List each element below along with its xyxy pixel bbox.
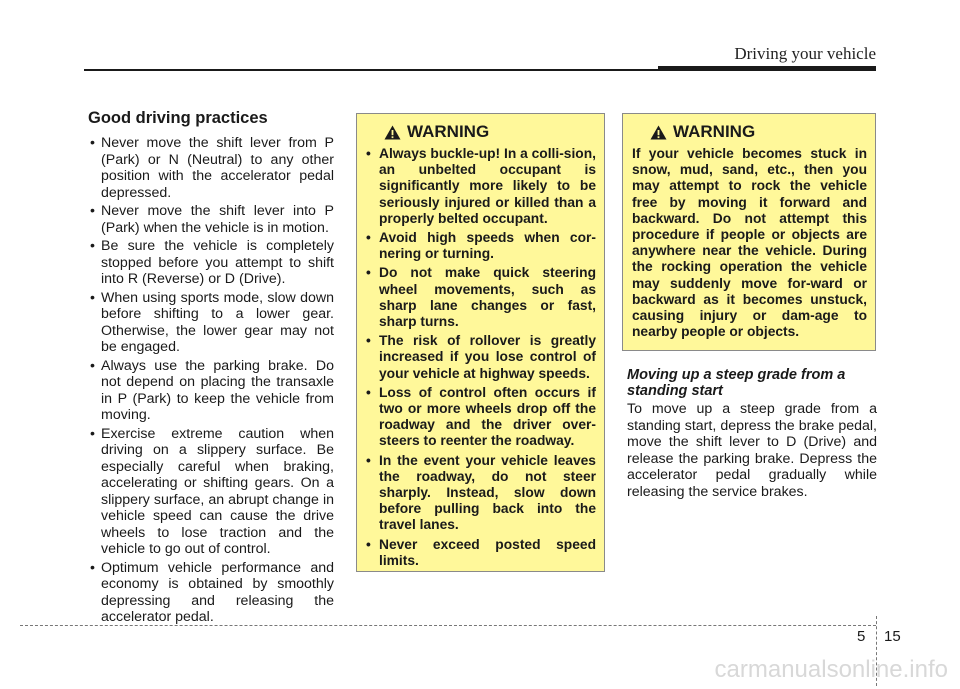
- practice-item: • Never move the shift lever into P (Park) when the vehicle is in motion.: [88, 203, 334, 236]
- footer-rule: [20, 625, 876, 626]
- section-number: 5: [857, 628, 866, 645]
- practice-item: • When using sports mode, slow down before shifting to a lower gear. Otherwise, the lower gear may not be engaged.: [88, 290, 334, 356]
- practice-item: • Always use the parking brake. Do not depend on placing the transaxle in P (Park) to keep the vehicle from moving.: [88, 358, 334, 424]
- practice-item: • Never move the shift lever from P (Park) or N (Neutral) to any other position with the accelerator pedal depressed.: [88, 135, 334, 201]
- warning-title: WARNING: [407, 122, 490, 141]
- practice-item: • Exercise extreme caution when driving on a slippery surface. Be especially careful when braking, accelerating or shifting gears. On a slippery surface, an abrupt change in vehicle speed can cause the drive wheels to lose traction and the vehicle to go out of control.: [88, 426, 334, 558]
- good-practices-section: [88, 109, 334, 628]
- warning-triangle-icon: [384, 125, 401, 140]
- steep-grade-heading: Moving up a steep grade from a standing start: [627, 367, 846, 399]
- header-rule-accent: [658, 66, 876, 71]
- warning-item: • Never exceed posted speed limits.: [366, 537, 596, 569]
- warning-text: If your vehicle becomes stuck in snow, mud, sand, etc., then you may attempt to rock the vehicle free by moving it forward and backward. Do not attempt this procedure if people or objects are anywhere near the vehicle. During the rocking operation the vehicle may suddenly move for-ward or backward as it becomes unstuck, causing injury or dam-age to nearby people or objects.: [632, 146, 867, 340]
- warning-item: • Loss of control often occurs if two or more wheels drop off the roadway and the driver over-steers to reenter the roadway.: [366, 385, 596, 450]
- warning-item: • Do not make quick steering wheel movements, such as sharp lane changes or fast, sharp turns.: [366, 265, 596, 330]
- warning-list: [366, 146, 596, 569]
- warning-header: [366, 122, 596, 142]
- section-heading: Good driving practices: [88, 109, 268, 127]
- page-header-title: Driving your vehicle: [734, 44, 876, 63]
- warning-title: WARNING: [673, 122, 756, 141]
- warning-header: [632, 122, 867, 142]
- warning-item: • Avoid high speeds when cor-nering or turning.: [366, 230, 596, 262]
- warning-item: • The risk of rollover is greatly increased if you lose control of your vehicle at highway speeds.: [366, 333, 596, 382]
- warning-item: • In the event your vehicle leaves the roadway, do not steer sharply. Instead, slow down before pulling back into the travel lanes.: [366, 453, 596, 534]
- warning-box-stuck: [622, 113, 876, 351]
- practice-item: • Be sure the vehicle is completely stopped before you attempt to shift into R (Reverse) or D (Drive).: [88, 238, 334, 288]
- practice-list: [88, 135, 334, 626]
- warning-triangle-icon: [650, 125, 667, 140]
- warning-box-driving: [356, 113, 605, 572]
- warning-item: • Always buckle-up! In a colli-sion, an unbelted occupant is significantly more likely to be seriously injured or killed than a properly belted occupant.: [366, 146, 596, 227]
- practice-item: • Optimum vehicle performance and economy is obtained by smoothly depressing and releasing the accelerator pedal.: [88, 560, 334, 626]
- steep-grade-body: To move up a steep grade from a standing start, depress the brake pedal, move the shift lever to D (Drive) and release the parking brake. Depress the accelerator pedal gradually while releasing the service brakes.: [627, 401, 877, 500]
- page-number: 15: [884, 628, 901, 645]
- watermark: carmanualsonline.info: [714, 656, 948, 683]
